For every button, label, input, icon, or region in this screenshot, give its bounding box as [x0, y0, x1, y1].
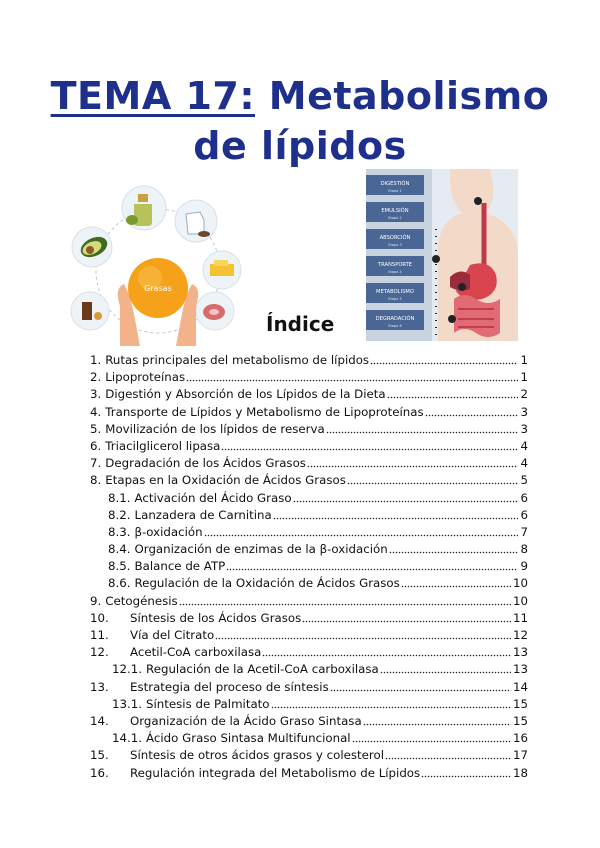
toc-text: Síntesis de los Ácidos Grasos — [130, 610, 302, 625]
toc-text: Lanzadera de Carnitina — [134, 507, 272, 522]
toc-page: 7 — [520, 524, 528, 539]
stage-name: DIGESTIÓN — [380, 181, 410, 187]
avocado-icon — [72, 227, 112, 267]
toc-page: 6 — [520, 490, 528, 505]
toc-number: 8.2. — [108, 507, 131, 522]
stage-tab — [366, 310, 424, 330]
toc-subentry[interactable] — [90, 730, 528, 747]
toc-page: 10 — [512, 593, 528, 608]
toc-leader — [425, 405, 519, 417]
toc-leader — [370, 353, 518, 365]
toc-number: 4. — [90, 404, 102, 419]
toc-page: 3 — [520, 421, 528, 436]
stage-step: Etapa 5 — [388, 297, 402, 301]
toc-page: 9 — [520, 559, 528, 574]
title-topic-name: Metabolismo — [255, 74, 550, 118]
toc-leader — [204, 525, 519, 537]
toc-subentry[interactable] — [90, 575, 528, 592]
toc-entry[interactable] — [90, 644, 528, 661]
toc-leader — [302, 611, 511, 623]
stage-step: Etapa 2 — [388, 216, 402, 220]
toc-leader — [385, 748, 511, 760]
chocolate-icon — [71, 292, 109, 330]
toc-page: 12 — [512, 628, 528, 642]
toc-page: 5 — [520, 473, 528, 488]
toc-number: 16. — [90, 765, 109, 780]
toc-leader — [293, 491, 519, 503]
toc-entry[interactable] — [90, 455, 528, 472]
toc-page: 4 — [520, 456, 528, 471]
toc-leader — [330, 680, 511, 692]
stage-name: ABSORCIÓN — [379, 235, 411, 241]
toc-subentry[interactable] — [90, 661, 528, 678]
meat-icon — [196, 292, 234, 330]
toc-text: Rutas principales del metabolismo de lípidos — [105, 353, 370, 367]
stage-step: Etapa 1 — [388, 189, 402, 193]
toc-number: 1. — [90, 353, 102, 367]
toc-leader — [262, 645, 511, 657]
butter-icon — [203, 251, 241, 289]
toc-text: Transporte de Lípidos y Metabolismo de Lipoproteínas — [105, 404, 424, 419]
oil-bottle-icon — [122, 186, 166, 230]
toc-text: Regulación integrada del Metabolismo de Lípidos — [130, 765, 421, 780]
toc-text: Síntesis de Palmitato — [146, 696, 270, 711]
toc-page: 13 — [512, 662, 528, 677]
toc-page: 14 — [512, 679, 528, 694]
toc-number: 8.4. — [108, 542, 131, 557]
toc-entry[interactable] — [90, 747, 528, 764]
toc-leader — [307, 456, 519, 468]
toc-text: Organización de enzimas de la β-oxidación — [134, 542, 388, 557]
toc-leader — [363, 714, 511, 726]
toc-leader — [421, 766, 511, 778]
toc-number: 6. — [90, 438, 102, 453]
toc-page: 3 — [520, 404, 528, 419]
stage-step: Etapa 3 — [388, 243, 402, 247]
toc-leader — [271, 697, 511, 709]
toc-page: 15 — [512, 696, 528, 711]
stage-name: DEGRADACIÓN — [375, 316, 415, 322]
toc-leader — [273, 508, 519, 520]
toc-text: Ácido Graso Sintasa Multifuncional — [146, 731, 351, 746]
stage-name: TRANSPORTE — [377, 262, 413, 268]
toc-text: Lipoproteínas — [105, 370, 186, 385]
stage-step: Etapa 6 — [388, 324, 402, 328]
toc-leader — [380, 662, 511, 674]
digestion-stages-illustration — [366, 169, 518, 341]
page-title — [0, 74, 600, 118]
toc-entry[interactable] — [90, 438, 528, 455]
toc-subentry[interactable] — [90, 507, 528, 524]
toc-leader — [387, 387, 519, 399]
toc-page: 2 — [520, 387, 528, 402]
stage-tab — [366, 175, 424, 195]
toc-leader — [179, 594, 511, 606]
toc-entry[interactable] — [90, 610, 528, 627]
toc-page: 11 — [512, 610, 528, 625]
toc-text: Activación del Ácido Graso — [134, 490, 292, 505]
toc-number: 5. — [90, 421, 102, 436]
page-title-line-2: de lípidos — [193, 124, 407, 168]
toc-leader — [352, 731, 511, 743]
stage-tab — [366, 256, 424, 276]
toc-entry[interactable] — [90, 713, 528, 730]
toc-page: 16 — [512, 731, 528, 746]
toc-text: Digestión y Absorción de los Lípidos de la Dieta — [105, 387, 386, 402]
toc-entry[interactable] — [90, 404, 528, 421]
toc-page: 6 — [520, 507, 528, 522]
toc-number: 7. — [90, 456, 102, 471]
toc-leader — [186, 370, 518, 382]
toc-page: 10 — [512, 576, 528, 591]
toc-number: 12. — [90, 645, 109, 660]
toc-leader — [347, 473, 519, 485]
toc-text: β-oxidación — [134, 524, 203, 539]
toc-entry[interactable] — [90, 386, 528, 403]
toc-text: Etapas en la Oxidación de Ácidos Grasos — [105, 473, 346, 488]
toc-text: Síntesis de otros ácidos grasos y colesterol — [130, 748, 384, 763]
toc-leader — [326, 422, 519, 434]
index-heading: Índice — [266, 312, 335, 336]
toc-text: Degradación de los Ácidos Grasos — [105, 456, 306, 471]
toc-text: Acetil-CoA carboxilasa — [130, 645, 262, 660]
toc-number: 12.1. — [112, 662, 143, 677]
toc-number: 10. — [90, 610, 109, 625]
toc-entry[interactable] — [90, 472, 528, 489]
toc-text: Cetogénesis — [105, 593, 178, 608]
table-of-contents — [90, 352, 528, 782]
toc-page: 13 — [512, 645, 528, 660]
stage-name: METABOLISMO — [376, 289, 414, 295]
toc-entry[interactable] — [90, 352, 528, 369]
toc-subentry[interactable] — [90, 696, 528, 713]
toc-page: 1 — [520, 353, 528, 367]
toc-number: 8.1. — [108, 490, 131, 505]
toc-number: 3. — [90, 387, 102, 402]
fats-illustration — [68, 176, 248, 346]
toc-text: Balance de ATP — [134, 559, 226, 574]
toc-number: 8.5. — [108, 559, 131, 574]
toc-leader — [401, 576, 511, 588]
toc-number: 8.3. — [108, 524, 131, 539]
toc-text: Movilización de los lípidos de reserva — [105, 421, 325, 436]
toc-entry[interactable] — [90, 593, 528, 610]
toc-leader — [389, 542, 519, 554]
toc-subentry[interactable] — [90, 558, 528, 575]
toc-subentry[interactable] — [90, 524, 528, 541]
toc-page: 17 — [512, 748, 528, 763]
toc-text: Regulación de la Acetil-CoA carboxilasa — [146, 662, 379, 677]
milk-jug-icon — [175, 200, 217, 242]
toc-page: 15 — [512, 713, 528, 728]
toc-text: Triacilglicerol lipasa — [105, 438, 221, 453]
toc-entry[interactable] — [90, 765, 528, 782]
toc-page: 1 — [520, 370, 528, 385]
toc-subentry[interactable] — [90, 541, 528, 558]
toc-text: Regulación de la Oxidación de Ácidos Grasos — [134, 576, 400, 591]
toc-page: 8 — [520, 542, 528, 557]
toc-number: 13. — [90, 679, 109, 694]
toc-number: 13.1. — [112, 696, 143, 711]
toc-number: 8.6. — [108, 576, 131, 591]
toc-entry[interactable] — [90, 421, 528, 438]
toc-number: 8. — [90, 473, 102, 488]
toc-number: 2. — [90, 370, 102, 385]
toc-leader — [226, 559, 518, 571]
toc-text: Organización de la Ácido Graso Sintasa — [130, 713, 362, 728]
stage-tab — [366, 229, 424, 249]
stage-tab — [366, 202, 424, 222]
stage-tab — [366, 283, 424, 303]
toc-page: 4 — [520, 438, 528, 453]
fats-ball-label: Grasas — [144, 284, 172, 293]
toc-number: 15. — [90, 748, 109, 763]
title-topic-number: TEMA 17: — [50, 74, 256, 118]
toc-page: 18 — [512, 765, 528, 780]
toc-subentry[interactable] — [90, 490, 528, 507]
toc-number: 14.1. — [112, 731, 143, 746]
stage-step: Etapa 4 — [388, 270, 402, 274]
toc-entry[interactable] — [90, 679, 528, 696]
toc-text: Estrategia del proceso de síntesis — [130, 679, 329, 694]
toc-entry[interactable] — [90, 627, 528, 644]
toc-entry[interactable] — [90, 369, 528, 386]
toc-number: 14. — [90, 713, 109, 728]
toc-leader — [221, 439, 518, 451]
toc-number: 11. — [90, 628, 109, 642]
stage-name: EMULSIÓN — [381, 208, 409, 214]
toc-leader — [215, 628, 511, 640]
toc-text: Vía del Citrato — [130, 628, 215, 642]
toc-number: 9. — [90, 593, 102, 608]
